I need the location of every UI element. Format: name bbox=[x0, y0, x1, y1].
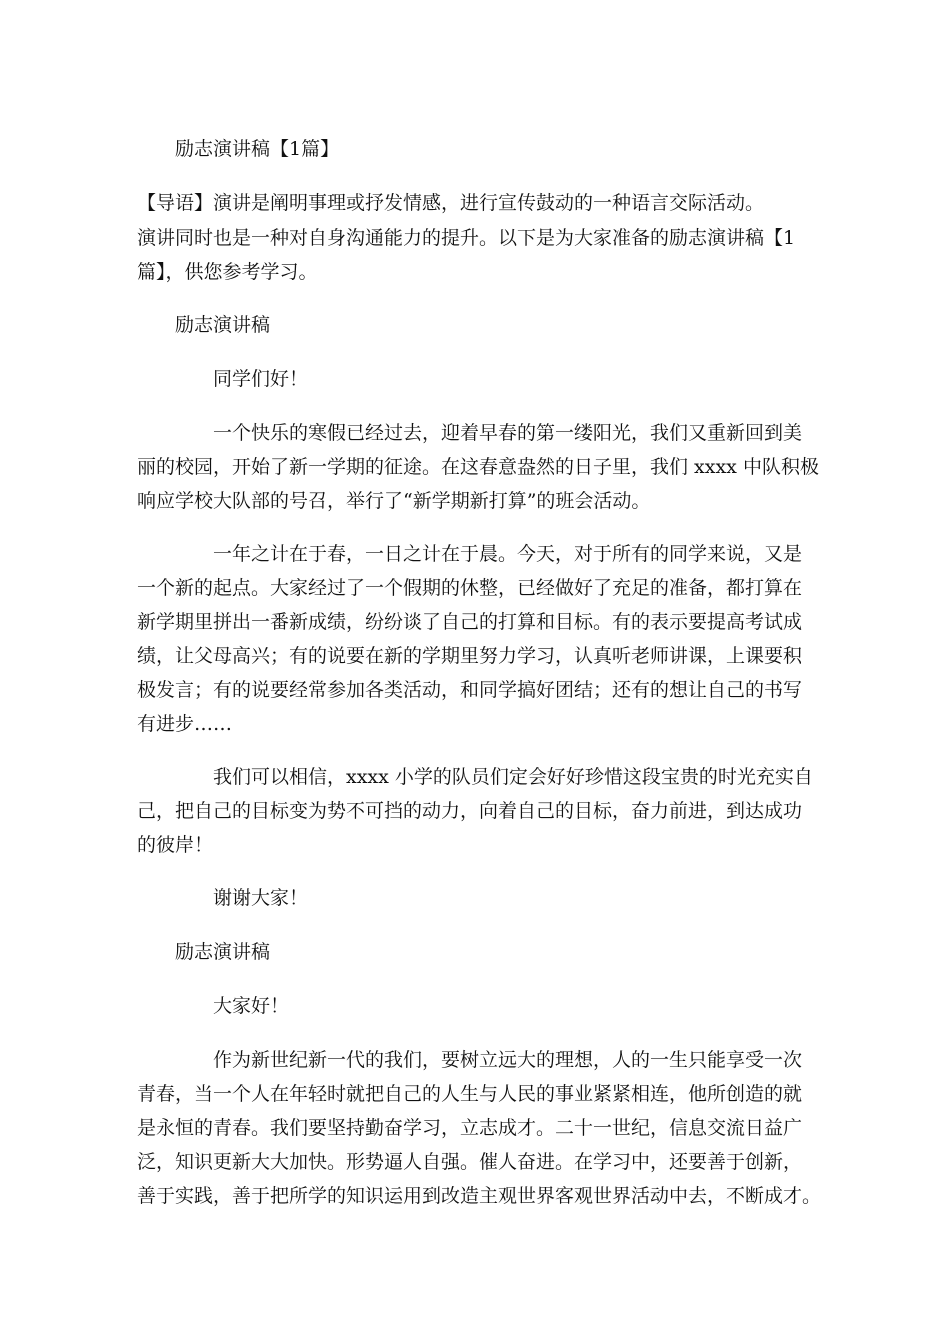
intro-line: 篇】，供您参考学习。 bbox=[137, 261, 318, 283]
paragraph-line: 善于实践，善于把所学的知识运用到改造主观世界客观世界活动中去，不断成才。 bbox=[137, 1185, 822, 1207]
paragraph-line: 有进步…… bbox=[137, 713, 233, 735]
paragraph-line: 丽的校园，开始了新一学期的征途。在这春意盎然的日子里，我们 xxxx 中队积极 bbox=[137, 456, 819, 478]
intro-line: 演讲同时也是一种对自身沟通能力的提升。以下是为大家准备的励志演讲稿【1 bbox=[137, 227, 796, 249]
paragraph-line: 青春，当一个人在年轻时就把自己的人生与人民的事业紧紧相连，他所创造的就 bbox=[137, 1083, 803, 1105]
paragraph-line: 新学期里拼出一番新成绩，纷纷谈了自己的打算和目标。有的表示要提高考试成 bbox=[137, 611, 803, 633]
paragraph-line: 一年之计在于春，一日之计在于晨。今天，对于所有的同学来说，又是 bbox=[213, 543, 803, 565]
paragraph-line: 绩，让父母高兴；有的说要在新的学期里努力学习，认真听老师讲课，上课要积 bbox=[137, 645, 803, 667]
paragraph-line: 是永恒的青春。我们要坚持勤奋学习，立志成才。二十一世纪，信息交流日益广 bbox=[137, 1117, 803, 1139]
paragraph-line: 我们可以相信，xxxx 小学的队员们定会好好珍惜这段宝贵的时光充实自 bbox=[213, 766, 813, 788]
paragraph-line: 泛，知识更新大大加快。形势逼人自强。催人奋进。在学习中，还要善于创新， bbox=[137, 1151, 803, 1173]
speech1-greeting: 同学们好！ bbox=[213, 368, 309, 390]
paragraph-line: 一个新的起点。大家经过了一个假期的休整，已经做好了充足的准备，都打算在 bbox=[137, 577, 803, 599]
paragraph-line: 响应学校大队部的号召，举行了“新学期新打算”的班会活动。 bbox=[137, 490, 651, 512]
paragraph-line: 己，把自己的目标变为势不可挡的动力，向着自己的目标，奋力前进，到达成功 bbox=[137, 800, 803, 822]
paragraph-line: 作为新世纪新一代的我们，要树立远大的理想，人的一生只能享受一次 bbox=[213, 1049, 803, 1071]
intro-line: 【导语】演讲是阐明事理或抒发情感，进行宣传鼓动的一种语言交际活动。 bbox=[137, 192, 765, 214]
speech1-heading: 励志演讲稿 bbox=[175, 314, 271, 336]
speech2-greeting: 大家好！ bbox=[213, 995, 290, 1017]
speech2-heading: 励志演讲稿 bbox=[175, 941, 271, 963]
paragraph-line: 极发言；有的说要经常参加各类活动，和同学搞好团结；还有的想让自己的书写 bbox=[137, 679, 803, 701]
paragraph-line: 一个快乐的寒假已经过去，迎着早春的第一缕阳光，我们又重新回到美 bbox=[213, 422, 803, 444]
document-title: 励志演讲稿【1篇】 bbox=[175, 138, 340, 160]
speech1-closing: 谢谢大家！ bbox=[213, 887, 309, 909]
paragraph-line: 的彼岸！ bbox=[137, 834, 214, 856]
